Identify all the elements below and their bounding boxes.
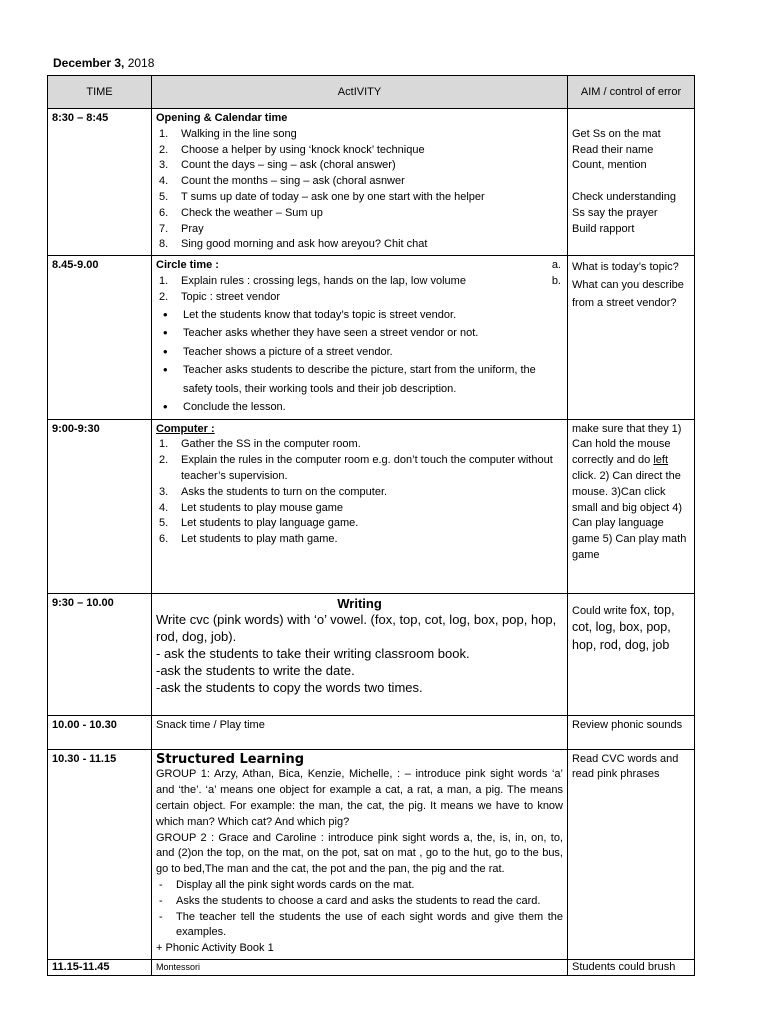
aim-cell: Could write fox, top, cot, log, box, pop, hop, rod, dog, job xyxy=(568,593,695,715)
activity-title: Structured Learning xyxy=(156,751,305,767)
activity-title: Writing xyxy=(337,595,382,611)
time-cell: 10.30 - 11.15 xyxy=(48,749,152,959)
lesson-plan-table xyxy=(47,75,695,976)
activity-title: Circle time : xyxy=(156,259,219,272)
aim-cell: Students could brush xyxy=(568,959,695,975)
time-cell: 9:00-9:30 xyxy=(48,419,152,593)
aim-cell: Read CVC words and read pink phrases xyxy=(568,749,695,959)
activity-steps xyxy=(156,274,563,306)
list-item: • Let the students know that today’s topic is street vendor. xyxy=(156,306,563,325)
table-row xyxy=(48,109,695,256)
list-item: 4. Count the months – sing – ask (choral asnwer xyxy=(159,175,405,188)
activity-cell xyxy=(152,109,568,256)
list-item: 8. Sing good morning and ask how areyou? Chit chat xyxy=(159,238,428,251)
time-cell: 10.00 - 10.30 xyxy=(48,715,152,749)
list-item: • Conclude the lesson. xyxy=(156,398,563,417)
group1-text: GROUP 1: Arzy, Athan, Bica, Kenzie, Michelle, : – introduce pink sight words ‘a’ and ‘the’. ‘a’ means one object for example a cat, a rat, a man, a pig. The means certain object. For example: the man, the cat, the pig. It means we have to know which man? Which cat? And which pig? xyxy=(156,768,563,828)
activity-cell xyxy=(152,749,568,959)
list-item: • Teacher asks students to describe the picture, start from the uniform, the safety tools, their working tools and their job description. xyxy=(156,361,563,398)
aim-cell: Review phonic sounds xyxy=(568,715,695,749)
list-item: 2. Choose a helper by using ‘knock knock’ technique xyxy=(159,143,425,156)
list-item: 2. Topic : street vendor xyxy=(159,290,281,303)
list-item: 3. Count the days – sing – ask (choral answer) xyxy=(159,159,396,172)
activity-cell: Snack time / Play time xyxy=(152,715,568,749)
list-item: 6. Check the weather – Sum up xyxy=(159,206,323,219)
aim-cell: Get Ss on the mat Read their name Count, mention Check understanding Ss say the prayer Build rapport xyxy=(568,109,695,256)
aim-cell: What is today’s topic? What can you describe from a street vendor? xyxy=(568,256,695,419)
list-item: 6. Let students to play math game. xyxy=(159,533,338,546)
list-item: 5. Let students to play language game. xyxy=(159,517,359,530)
list-item: - The teacher tell the students the use of each sight words and give them the examples. xyxy=(156,910,563,942)
activity-bullets xyxy=(156,306,563,417)
document-date: December 3, 2018 xyxy=(53,56,155,70)
list-item: 1. Explain rules : crossing legs, hands on the lap, low volume xyxy=(159,274,466,287)
header-time: TIME xyxy=(48,76,152,109)
header-aim: AIM / control of error xyxy=(568,76,695,109)
activity-title: Computer : xyxy=(156,422,215,435)
aim-cell: make sure that they 1) Can hold the mouse correctly and do left click. 2) Can direct the mouse. 3)Can click small and big object 4) Can play language game 5) Can play math game xyxy=(568,419,695,593)
activity-steps xyxy=(156,127,563,253)
table-row xyxy=(48,749,695,959)
activity-cell xyxy=(152,593,568,715)
list-item: • Teacher shows a picture of a street vendor. xyxy=(156,343,563,362)
list-item: 3. Asks the students to turn on the computer. xyxy=(159,485,388,498)
header-activity: ActIVITY xyxy=(152,76,568,109)
list-item: 2. Explain the rules in the computer room e.g. don’t touch the computer without teacher’s supervision. xyxy=(159,454,553,482)
activity-title: Opening & Calendar time xyxy=(156,112,288,124)
table-row xyxy=(48,593,695,715)
list-item: - Display all the pink sight words cards on the mat. xyxy=(156,878,563,894)
table-row xyxy=(48,419,695,593)
list-item: 4. Let students to play mouse game xyxy=(159,501,344,514)
activity-dashes xyxy=(156,878,563,941)
activity-steps xyxy=(156,437,563,548)
activity-cell: Circle time : a. b. 1. Explain rules : crossing legs, hands on the lap, low volume 2. Topic : street vendor • Let the students know that today’s topic is street vendor. • Teacher asks whether they have seen a street vendor or not. • Teacher shows a picture of a street vendor. • Teacher asks students to describe the picture, start from the uniform, the safety tools, their working tools and their job description. • Conclude the lesson. xyxy=(152,256,568,419)
group2-text: GROUP 2 : Grace and Caroline : introduce pink sight words a, the, is, in, on, to, and (2)on the top, on the mat, on the pot, sat on mat , go to the hut, go to the bus, go to bed,The man and the cat, the pot and the pan, the pig and the rat. xyxy=(156,831,563,876)
list-item: - Asks the students to choose a card and asks the students to read the card. xyxy=(156,894,563,910)
list-item: 1. Gather the SS in the computer room. xyxy=(159,438,361,451)
time-cell: 8.45-9.00 xyxy=(48,256,152,419)
time-cell: 9:30 – 10.00 xyxy=(48,593,152,715)
activity-footer: + Phonic Activity Book 1 xyxy=(156,942,274,955)
activity-line: Write cvc (pink words) with ‘o’ vowel. (fox, top, cot, log, box, pop, hop, rod, dog, job). xyxy=(156,612,557,645)
header-row xyxy=(48,76,695,109)
table-row xyxy=(48,715,695,749)
activity-line: -ask the students to copy the words two times. xyxy=(156,680,423,696)
time-cell: 11.15-11.45 xyxy=(48,959,152,975)
list-item: 1. Walking in the line song xyxy=(159,127,297,140)
activity-cell xyxy=(152,419,568,593)
activity-cell: Montessori xyxy=(152,959,568,975)
activity-line: -ask the students to write the date. xyxy=(156,663,355,679)
activity-line: - ask the students to take their writing classroom book. xyxy=(156,646,470,662)
table-row xyxy=(48,959,695,975)
list-item: 5. T sums up date of today – ask one by one start with the helper xyxy=(159,190,485,203)
time-cell: 8:30 – 8:45 xyxy=(48,109,152,256)
list-item: • Teacher asks whether they have seen a street vendor or not. xyxy=(156,324,563,343)
list-item: 7. Pray xyxy=(159,222,204,235)
table-row xyxy=(48,256,695,419)
